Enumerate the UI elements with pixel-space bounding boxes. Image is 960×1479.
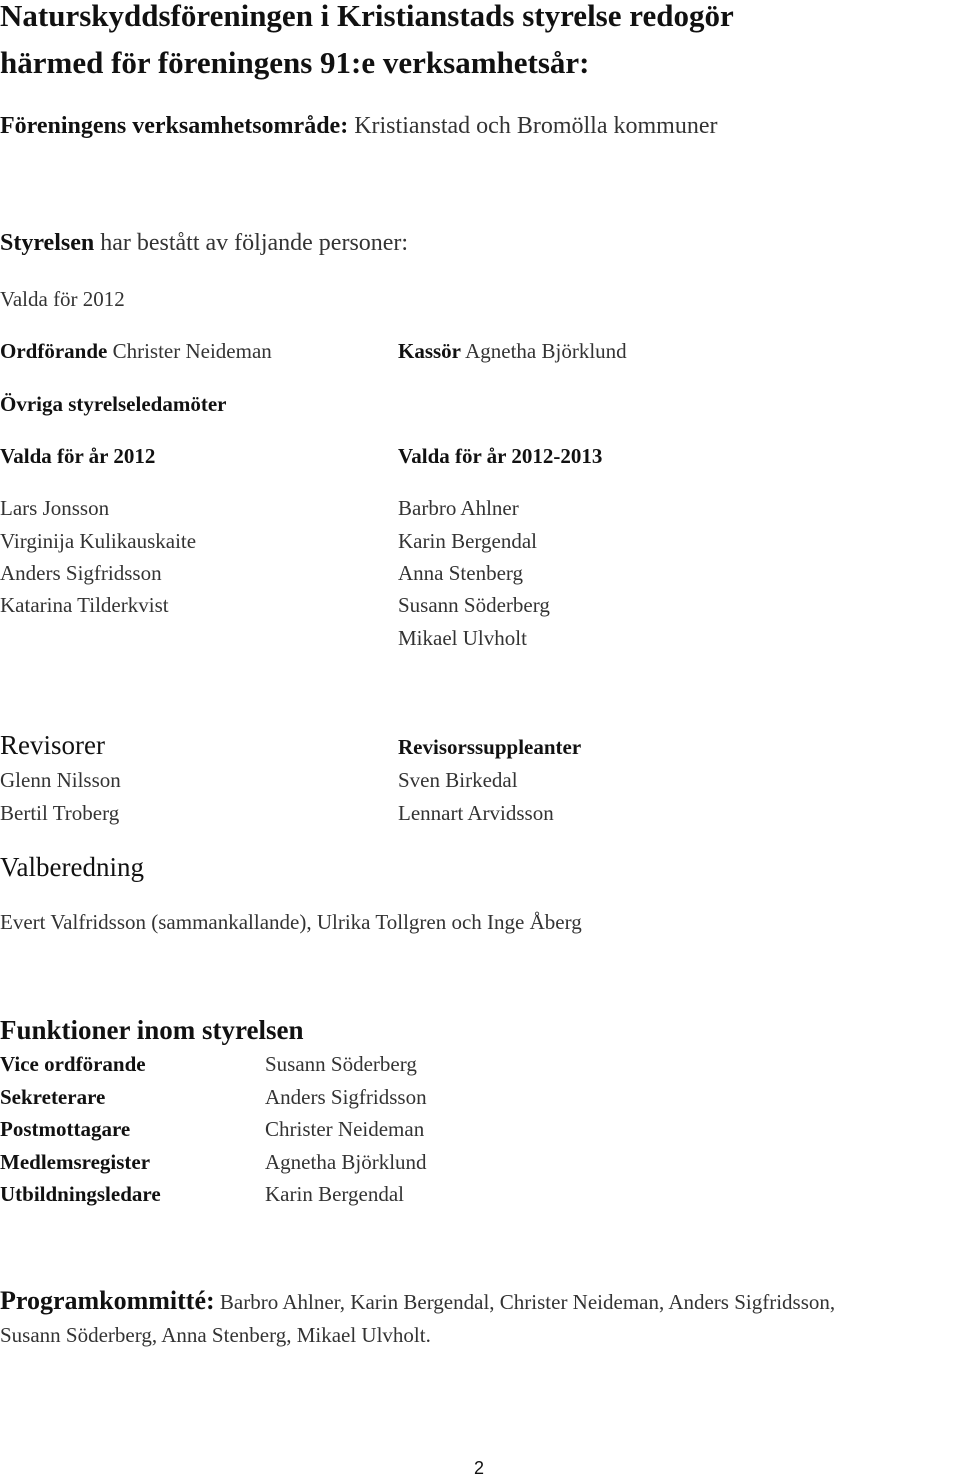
program-label: Programkommitté:	[0, 1286, 215, 1315]
auditor-name: Bertil Troberg	[0, 801, 120, 825]
treasurer	[398, 338, 627, 364]
page-number: 2	[474, 1458, 485, 1478]
col2-member: Mikael Ulvholt	[398, 626, 527, 650]
col2-member: Karin Bergendal	[398, 529, 537, 553]
board-text: har bestått av följande personer:	[94, 230, 409, 256]
col1-member: Anders Sigfridsson	[0, 561, 162, 585]
document-title-line-1: Naturskyddsföreningen i Kristianstads styrelse redogör	[0, 0, 734, 33]
col2-heading: Valda för år 2012-2013	[398, 444, 603, 468]
chair	[0, 338, 272, 364]
nomination-heading: Valberedning	[0, 852, 144, 882]
function-role: Medlemsregister	[0, 1150, 151, 1174]
treasurer-label: Kassör	[398, 339, 461, 363]
treasurer-name: Agnetha Björklund	[461, 339, 627, 363]
col2-member: Barbro Ahlner	[398, 496, 519, 520]
board-intro	[0, 228, 408, 258]
function-role: Utbildningsledare	[0, 1182, 161, 1206]
col2-member: Anna Stenberg	[398, 561, 524, 585]
program-line-1	[0, 1288, 835, 1315]
elected-2012: Valda för 2012	[0, 287, 125, 311]
activity-area	[0, 111, 717, 141]
chair-name: Christer Neideman	[107, 339, 272, 363]
auditors-heading: Revisorer	[0, 730, 105, 760]
function-role: Postmottagare	[0, 1117, 131, 1141]
function-name: Karin Bergendal	[265, 1182, 404, 1206]
function-name: Susann Söderberg	[265, 1052, 417, 1076]
col1-member: Katarina Tilderkvist	[0, 593, 169, 617]
auditor-deputy-name: Lennart Arvidsson	[398, 801, 554, 825]
auditor-deputies-heading: Revisorssuppleanter	[398, 735, 582, 759]
col1-member: Lars Jonsson	[0, 496, 110, 520]
function-name: Anders Sigfridsson	[265, 1085, 427, 1109]
nomination-text: Evert Valfridsson (sammankallande), Ulrika Tollgren och Inge Åberg	[0, 910, 582, 934]
col1-member: Virginija Kulikauskaite	[0, 529, 197, 553]
function-name: Christer Neideman	[265, 1117, 425, 1141]
activity-area-label: Föreningens verksamhetsområde:	[0, 113, 349, 139]
col1-heading: Valda för år 2012	[0, 444, 156, 468]
board-label: Styrelsen	[0, 230, 95, 256]
auditor-name: Glenn Nilsson	[0, 768, 121, 792]
function-role: Vice ordförande	[0, 1052, 146, 1076]
auditor-deputy-name: Sven Birkedal	[398, 768, 518, 792]
functions-heading: Funktioner inom styrelsen	[0, 1015, 304, 1045]
document-title-line-2: härmed för föreningens 91:e verksamhetsår:	[0, 45, 590, 80]
other-members-heading: Övriga styrelseledamöter	[0, 392, 227, 416]
program-line-2: Susann Söderberg, Anna Stenberg, Mikael Ulvholt.	[0, 1323, 431, 1347]
col2-member: Susann Söderberg	[398, 593, 550, 617]
function-name: Agnetha Björklund	[265, 1150, 427, 1174]
program-text-1: Barbro Ahlner, Karin Bergendal, Christer Neideman, Anders Sigfridsson,	[214, 1290, 836, 1314]
activity-area-value: Kristianstad och Bromölla kommuner	[348, 113, 718, 139]
chair-label: Ordförande	[0, 339, 108, 363]
function-role: Sekreterare	[0, 1085, 106, 1109]
